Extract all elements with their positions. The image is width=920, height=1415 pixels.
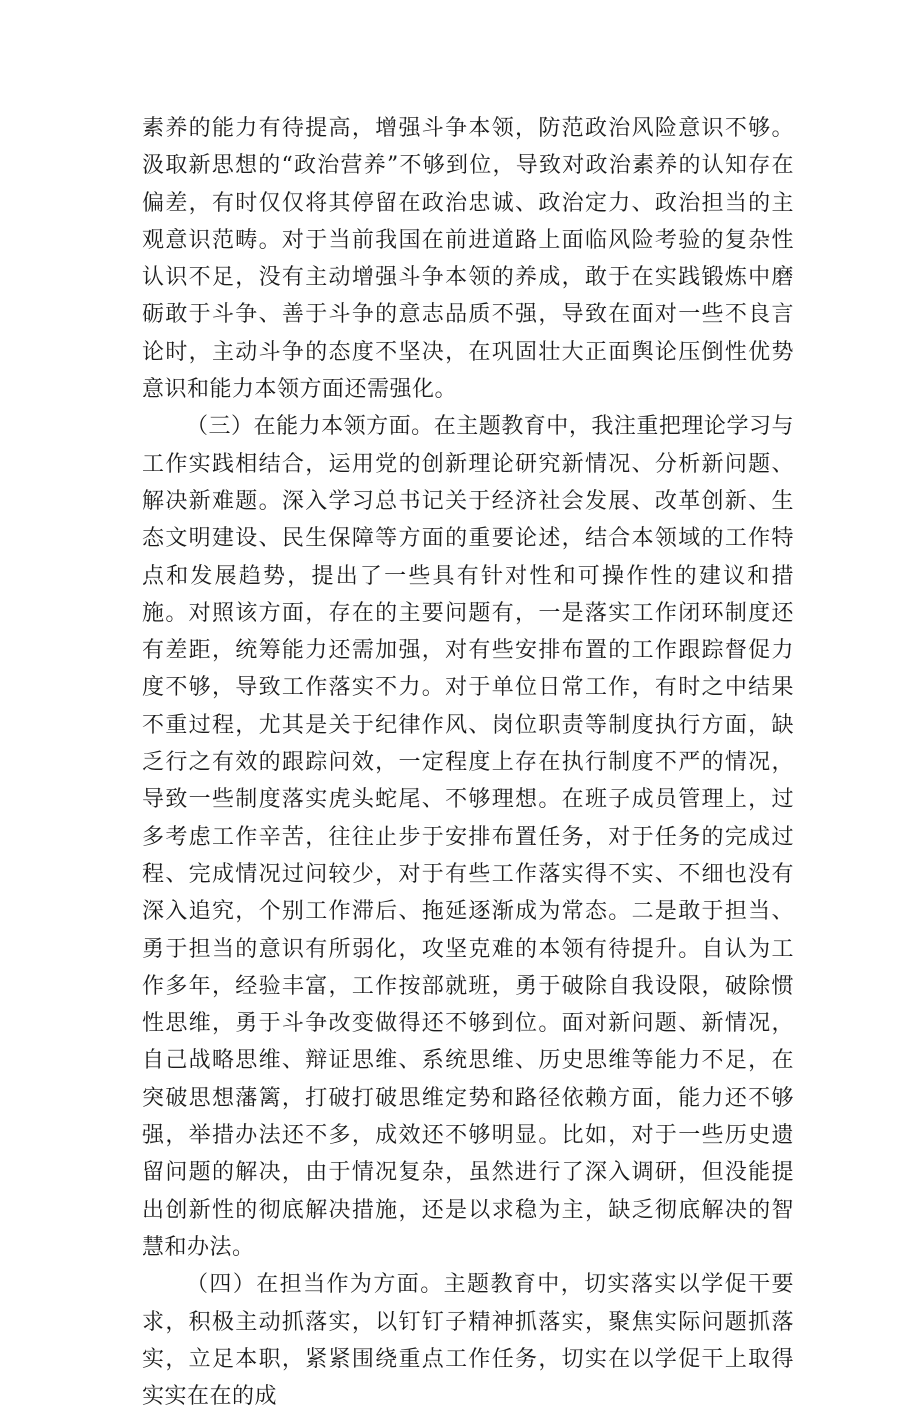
- paragraph-responsibility-section: （四）在担当作为方面。主题教育中，切实落实以学促干要求，积极主动抓落实，以钉钉子精神抓落实，聚焦实际问题抓落实，立足本职，紧紧围绕重点工作任务，切实在以学促干上取得实实在在的成: [142, 1272, 794, 1410]
- paragraph-ability-section: （三）在能力本领方面。在主题教育中，我注重把理论学习与工作实践相结合，运用党的创新理论研究新情况、分析新问题、解决新难题。深入学习总书记关于经济社会发展、改革创新、生态文明建设、民生保障等方面的重要论述，结合本领域的工作特点和发展趋势，提出了一些具有针对性和可操作性的建议和措施。对照该方面，存在的主要问题有，一是落实工作闭环制度还有差距，统筹能力还需加强，对有些安排布置的工作跟踪督促力度不够，导致工作落实不力。对于单位日常工作，有时之中结果不重过程，尤其是关于纪律作风、岗位职责等制度执行方面，缺乏行之有效的跟踪问效，一定程度上存在执行制度不严的情况，导致一些制度落实虎头蛇尾、不够理想。在班子成员管理上，过多考虑工作辛苦，往往止步于安排布置任务，对于任务的完成过程、完成情况过问较少，对于有些工作落实得不实、不细也没有深入追究，个别工作滞后、拖延逐渐成为常态。二是敢于担当、勇于担当的意识有所弱化，攻坚克难的本领有待提升。自认为工作多年，经验丰富，工作按部就班，勇于破除自我设限，破除惯性思维，勇于斗争改变做得还不够到位。面对新问题、新情况，自己战略思维、辩证思维、系统思维、历史思维等能力不足，在突破思想藩篱，打破打破思维定势和路径依赖方面，能力还不够强，举措办法还不多，成效还不够明显。比如，对于一些历史遗留问题的解决，由于情况复杂，虽然进行了深入调研，但没能提出创新性的彻底解决措施，还是以求稳为主，缺乏彻底解决的智慧和办法。: [142, 414, 794, 1260]
- document-body: [142, 110, 794, 1415]
- paragraph-political-literacy-continued: 素养的能力有待提高，增强斗争本领，防范政治风险意识不够。汲取新思想的“政治营养”不够到位，导致对政治素养的认知存在偏差，有时仅仅将其停留在政治忠诚、政治定力、政治担当的主观意识范畴。对于当前我国在前进道路上面临风险考验的复杂性认识不足，没有主动增强斗争本领的养成，敢于在实践锻炼中磨砺敢于斗争、善于斗争的意志品质不强，导致在面对一些不良言论时，主动斗争的态度不坚决，在巩固壮大正面舆论压倒性优势意识和能力本领方面还需强化。: [142, 116, 794, 403]
